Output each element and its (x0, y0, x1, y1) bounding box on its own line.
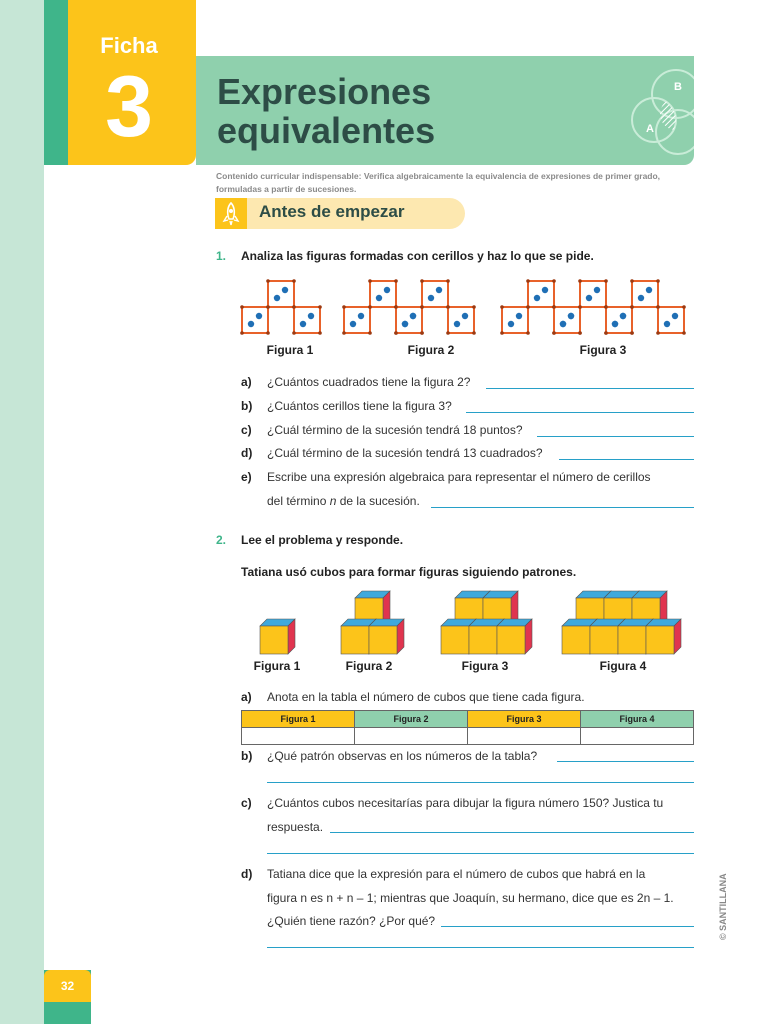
q1-c-letter: c) (241, 423, 252, 437)
q2-figure-2-label: Figura 2 (345, 659, 393, 673)
q2-b-answer-line-1[interactable] (557, 761, 694, 762)
matchstick-figure-3-top-square (526, 279, 556, 309)
q1-a-text: ¿Cuántos cuadrados tiene la figura 2? (267, 375, 471, 389)
matchstick-figure-2-bottom-square (342, 305, 372, 335)
q1-e-answer-line[interactable] (431, 507, 694, 508)
q1-d-text: ¿Cuál término de la sucesión tendrá 13 cuadrados? (267, 446, 543, 460)
q2-d-letter: d) (241, 867, 253, 881)
matchstick-figure-3-top-square (630, 279, 660, 309)
venn-label-b: B (674, 81, 682, 93)
table-input-cell[interactable] (468, 728, 581, 745)
q2-b-text: ¿Qué patrón observas en los números de la tabla? (267, 749, 538, 763)
matchstick-figure-3-bottom-square (604, 305, 634, 335)
q1-a-letter: a) (241, 375, 252, 389)
q2-c-text-line2: respuesta. (267, 820, 324, 834)
side-strip (0, 0, 44, 1024)
matchstick-figure-1-bottom-square (240, 305, 270, 335)
matchstick-figure-1-top-square (266, 279, 296, 309)
q1-d-letter: d) (241, 446, 253, 460)
cube-count-table (241, 710, 694, 745)
venn-diagram-icon (630, 64, 694, 164)
venn-label-a: A (646, 123, 654, 135)
matchstick-figure-3-bottom-square (500, 305, 530, 335)
table-header-row (242, 711, 694, 728)
matchstick-figure-1-bottom-square (292, 305, 322, 335)
q2-figure-3-label: Figura 3 (461, 659, 509, 673)
matchstick-figure-2-top-square (420, 279, 450, 309)
q2-d-text-line3: ¿Quién tiene razón? ¿Por qué? (267, 914, 436, 928)
q2-a-text: Anota en la tabla el número de cubos que tiene cada figura. (267, 690, 585, 704)
matchstick-figures-container (240, 279, 686, 335)
q2-d-answer-line-2[interactable] (267, 947, 694, 948)
matchstick-figure-2-top-square (368, 279, 398, 309)
table-header-cell: Figura 3 (468, 711, 581, 728)
q1-c-answer-line[interactable] (537, 436, 694, 437)
ficha-accent (44, 0, 68, 165)
matchstick-figure-3-bottom-square (656, 305, 686, 335)
q2-d-text-line2: figura n es n + n – 1; mientras que Joaquín, su hermano, dice que es 2n – 1. (267, 891, 674, 905)
matchstick-figure-3-top-square (578, 279, 608, 309)
match-figures (236, 274, 706, 340)
q1-d-answer-line[interactable] (559, 459, 694, 460)
ficha-number: 3 (105, 59, 153, 155)
table-input-cell[interactable] (242, 728, 355, 745)
table-header-cell: Figura 2 (355, 711, 468, 728)
q1-b-letter: b) (241, 399, 253, 413)
question-1-number: 1. (216, 249, 227, 263)
question-2-heading: Lee el problema y responde. (241, 533, 404, 547)
table-input-cell[interactable] (581, 728, 694, 745)
q2-figure-1-label: Figura 1 (253, 659, 301, 673)
matchstick-figure-2-bottom-square (394, 305, 424, 335)
matchstick-figure-3-bottom-square (604, 305, 634, 335)
cube-figures-container (260, 591, 681, 654)
page-title (217, 72, 435, 150)
table-input-cell[interactable] (355, 728, 468, 745)
q2-d-text-line1: Tatiana dice que la expresión para el número de cubos que habrá en la (267, 867, 646, 881)
q1-e-text-line1: Escribe una expresión algebraica para representar el número de cerillos (267, 470, 651, 484)
cube-figure-3-cube (497, 619, 532, 654)
q1-figure-2-label: Figura 2 (407, 343, 455, 357)
section-title: Antes de empezar (259, 202, 405, 221)
table-header-cell: Figura 4 (581, 711, 694, 728)
q1-c-text: ¿Cuál término de la sucesión tendrá 18 puntos? (267, 423, 523, 437)
table-header-cell: Figura 1 (242, 711, 355, 728)
section-icon-box (215, 198, 247, 229)
cube-figure-1-cube (260, 619, 295, 654)
matchstick-figure-2-bottom-square (394, 305, 424, 335)
q1-b-text: ¿Cuántos cerillos tiene la figura 3? (267, 399, 452, 413)
page-number: 32 (44, 970, 91, 1002)
cube-figure-2-cube (369, 619, 404, 654)
ficha-label: Ficha (100, 33, 158, 58)
curriculum-note: Contenido curricular indispensable: Verifica algebraicamente la equivalencia de expresiones de primer grado, formuladas a partir de sucesiones. (216, 171, 661, 194)
rocket-icon (215, 198, 247, 229)
matchstick-figure-3-bottom-square (552, 305, 582, 335)
q1-e-text-pre: del término (267, 494, 330, 508)
matchstick-figure-2-bottom-square (446, 305, 476, 335)
table-input-row (242, 728, 694, 745)
q1-figure-3-label: Figura 3 (579, 343, 627, 357)
title-line-2: equivalentes (217, 110, 436, 151)
q2-b-answer-line-2[interactable] (267, 782, 694, 783)
copyright: © SANTILLANA (718, 873, 728, 940)
title-line-1: Expresiones (217, 71, 432, 112)
question-1-heading: Analiza las figuras formadas con cerillos y haz lo que se pide. (241, 249, 594, 263)
question-2-intro: Tatiana usó cubos para formar figuras siguiendo patrones. (241, 565, 577, 579)
q1-figure-1-label: Figura 1 (266, 343, 314, 357)
q1-b-answer-line[interactable] (466, 412, 694, 413)
q2-c-answer-line-1[interactable] (330, 832, 694, 833)
matchstick-figure-3-bottom-square (552, 305, 582, 335)
q1-e-variable: n (329, 494, 337, 508)
q1-e-letter: e) (241, 470, 252, 484)
q1-e-text-post: de la sucesión. (336, 494, 420, 508)
question-2-number: 2. (216, 533, 227, 547)
cube-figures (248, 588, 688, 658)
q2-c-text-line1: ¿Cuántos cubos necesitarías para dibujar la figura número 150? Justica tu (267, 796, 664, 810)
q2-b-letter: b) (241, 749, 253, 763)
q2-figure-4-label: Figura 4 (599, 659, 647, 673)
q1-e-text-line2 (267, 494, 420, 508)
q2-c-answer-line-2[interactable] (267, 853, 694, 854)
q1-a-answer-line[interactable] (486, 388, 694, 389)
q2-c-letter: c) (241, 796, 252, 810)
cube-figure-4-cube (646, 619, 681, 654)
q2-d-answer-line-1[interactable] (441, 926, 694, 927)
q2-a-letter: a) (241, 690, 252, 704)
